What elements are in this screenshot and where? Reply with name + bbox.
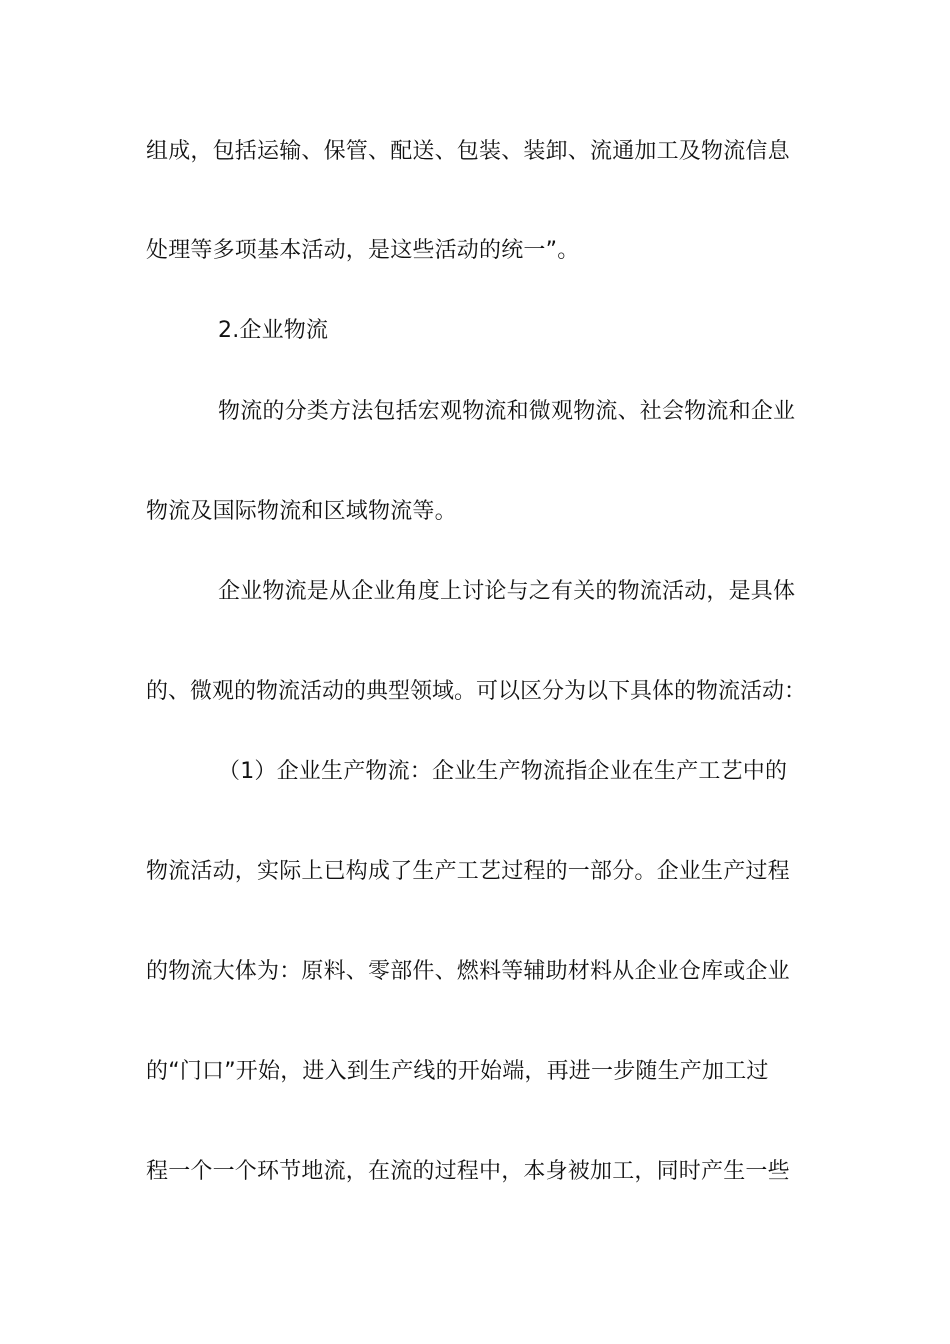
paragraph-line-2: 处理等多项基本活动，是这些活动的统一”。 [146,238,580,263]
paragraph-line-5: 企业物流是从企业角度上讨论与之有关的物流活动，是具体 [218,579,796,604]
paragraph-line-1: 组成，包括运输、保管、配送、包装、装卸、流通加工及物流信息 [146,139,790,164]
paragraph-line-9: 的物流大体为：原料、零部件、燃料等辅助材料从企业仓库或企业 [146,959,790,984]
paragraph-line-10: 的“门口”开始，进入到生产线的开始端，再进一步随生产加工过 [146,1059,769,1084]
paragraph-line-6: 的、微观的物流活动的典型领域。可以区分为以下具体的物流活动： [146,679,807,704]
paragraph-line-7: （1）企业生产物流：企业生产物流指企业在生产工艺中的 [218,759,788,784]
paragraph-line-4: 物流及国际物流和区域物流等。 [146,499,457,524]
paragraph-line-8: 物流活动，实际上已构成了生产工艺过程的一部分。企业生产过程 [146,859,790,884]
paragraph-line-11: 程一个一个环节地流，在流的过程中，本身被加工，同时产生一些 [146,1159,790,1184]
paragraph-line-3: 物流的分类方法包括宏观物流和微观物流、社会物流和企业 [218,399,796,424]
section-heading: 2.企业物流 [218,318,329,343]
